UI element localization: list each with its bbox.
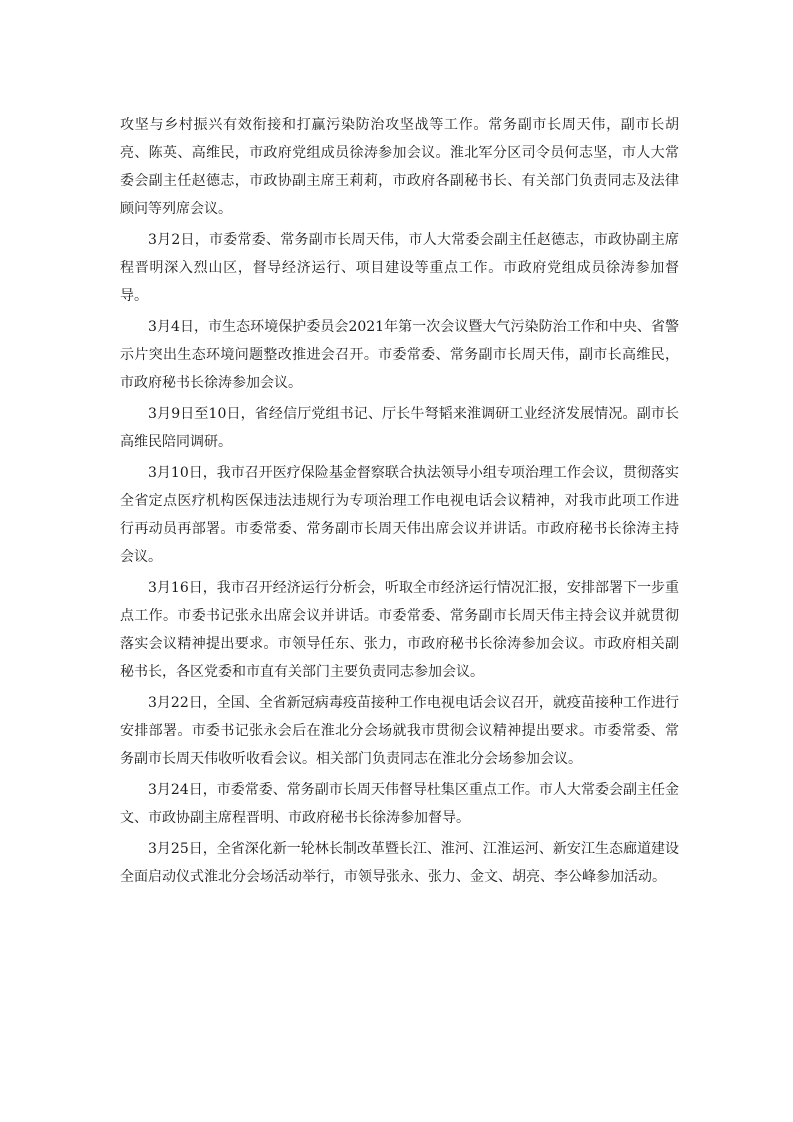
paragraph-mar-25: 3月25日，全省深化新一轮林长制改革暨长江、淮河、江淮运河、新安江生态廊道建设全面启动仪式淮北分会场活动举行，市领导张永、张力、金文、胡亮、李公峰参加活动。 (120, 841, 679, 885)
paragraph-continuation: 攻坚与乡村振兴有效衔接和打赢污染防治攻坚战等工作。常务副市长周天伟，副市长胡亮、陈英、高维民，市政府党组成员徐涛参加会议。淮北军分区司令员何志坚，市人大常委会副主任赵德志，市政协副主席王莉莉，市政府各副秘书长、有关部门负责同志及法律顾问等列席会议。 (120, 117, 679, 217)
paragraph-mar-10: 3月10日，我市召开医疗保险基金督察联合执法领导小组专项治理工作会议，贯彻落实全省定点医疗机构医保违法违规行为专项治理工作电视电话会议精神，对我市此项工作进行再动员再部署。市委常委、常务副市长周天伟出席会议并讲话。市政府秘书长徐涛主持会议。 (120, 465, 679, 565)
paragraph-mar-24: 3月24日，市委常委、常务副市长周天伟督导杜集区重点工作。市人大常委会副主任金文、市政协副主席程晋明、市政府秘书长徐涛参加督导。 (120, 782, 679, 826)
paragraph-mar-22: 3月22日，全国、全省新冠病毒疫苗接种工作电视电话会议召开，就疫苗接种工作进行安排部署。市委书记张永会后在淮北分会场就我市贯彻会议精神提出要求。市委常委、常务副市长周天伟收听收看会议。相关部门负责同志在淮北分会场参加会议。 (120, 695, 679, 767)
paragraph-mar-4: 3月4日，市生态环境保护委员会2021年第一次会议暨大气污染防治工作和中央、省警示片突出生态环境问题整改推进会召开。市委常委、常务副市长周天伟，副市长高维民，市政府秘书长徐涛参加会议。 (120, 319, 679, 391)
paragraph-mar-2: 3月2日，市委常委、常务副市长周天伟，市人大常委会副主任赵德志，市政协副主席程晋明深入烈山区，督导经济运行、项目建设等重点工作。市政府党组成员徐涛参加督导。 (120, 232, 679, 304)
paragraph-mar-9-10: 3月9日至10日，省经信厅党组书记、厅长牛弩韬来淮调研工业经济发展情况。副市长高维民陪同调研。 (120, 406, 679, 450)
document-body (120, 111, 679, 894)
paragraph-mar-16: 3月16日，我市召开经济运行分析会，听取全市经济运行情况汇报，安排部署下一步重点工作。市委书记张永出席会议并讲话。市委常委、常务副市长周天伟主持会议并就贯彻落实会议精神提出要求。市领导任东、张力，市政府秘书长徐涛参加会议。市政府相关副秘书长，各区党委和市直有关部门主要负责同志参加会议。 (120, 580, 679, 680)
